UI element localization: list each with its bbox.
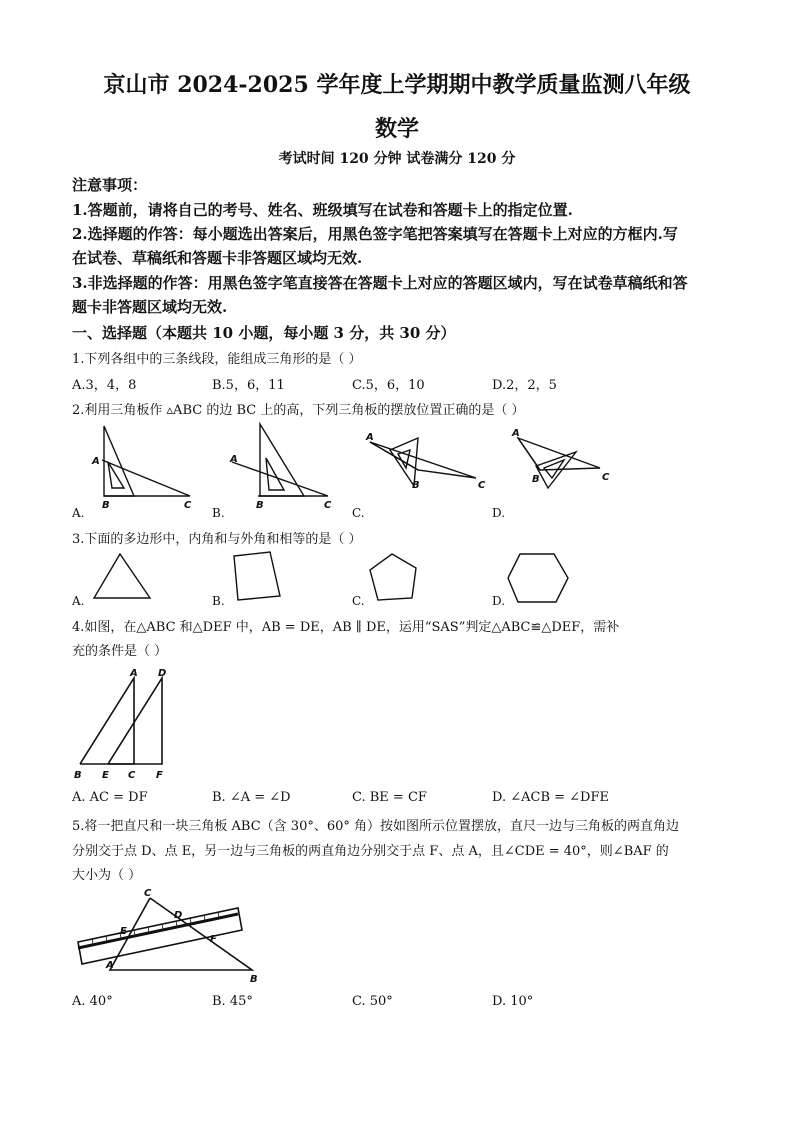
q2-figure-c bbox=[370, 438, 476, 486]
q4-figure bbox=[72, 664, 192, 784]
section-heading: 一、选择题（本题共 10 小题，每小题 3 分，共 30 分） bbox=[72, 324, 456, 342]
q5-point-d: D bbox=[174, 910, 183, 921]
notice-line-2: 2.选择题的作答：每小题选出答案后，用黑色签字笔把答案填写在答题卡上对应的方框内.写 bbox=[72, 225, 678, 243]
q2b-point-c: C bbox=[324, 500, 332, 511]
exam-meta: 考试时间 120 分钟 试卷满分 120 分 bbox=[278, 151, 516, 167]
q1-option-c: C.5，6，10 bbox=[352, 378, 425, 393]
q5-point-f: F bbox=[210, 934, 217, 945]
q1-option-b: B.5，6，11 bbox=[212, 378, 285, 393]
q5-point-a: A bbox=[106, 960, 114, 971]
q5-figure bbox=[72, 886, 272, 986]
q2c-point-b: B bbox=[412, 480, 420, 491]
q3-label-c: C. bbox=[352, 594, 365, 608]
q5-ruler bbox=[78, 908, 242, 964]
q3-label-a: A. bbox=[72, 594, 85, 608]
q2a-point-b: B bbox=[102, 500, 110, 511]
q2-figure-b bbox=[232, 424, 328, 496]
q5-option-b: B. 45° bbox=[212, 994, 253, 1009]
q2-figure-d bbox=[518, 438, 600, 488]
q3-triangle bbox=[94, 554, 150, 598]
q5-option-d: D. 10° bbox=[492, 994, 534, 1009]
q1-option-a: A.3，4，8 bbox=[72, 378, 137, 393]
subject-title: 数学 bbox=[374, 116, 419, 142]
q2c-point-c: C bbox=[478, 480, 486, 491]
q5-stem-line-2: 分别交于点 D、点 E，另一边与三角板的两直角边分别交于点 F、点 A，且∠CDE = 40°，则∠BAF 的 bbox=[72, 844, 669, 859]
q2-stem: 2.利用三角板作 ▵ABC 的边 BC 上的高，下列三角板的摆放位置正确的是（ ） bbox=[72, 403, 525, 418]
q5-point-b: B bbox=[250, 974, 258, 985]
q2a-point-c: C bbox=[184, 500, 192, 511]
q4-stem-line-2: 充的条件是（ ） bbox=[72, 644, 168, 659]
q2-label-a: A. bbox=[72, 506, 85, 520]
q2-label-d: D. bbox=[492, 506, 506, 520]
notice-line-5: 题卡非答题区域均无效. bbox=[72, 298, 228, 316]
q4-point-d: D bbox=[158, 668, 167, 679]
notice-line-4: 3.非选择题的作答：用黑色签字笔直接答在答题卡上对应的答题区域内，写在试卷草稿纸和答 bbox=[72, 274, 688, 292]
q5-stem-line-3: 大小为（ ） bbox=[72, 868, 142, 883]
notice-line-3: 在试卷、草稿纸和答题卡非答题区域均无效. bbox=[72, 249, 363, 267]
q5-point-c: C bbox=[144, 888, 152, 899]
q5-point-e: E bbox=[120, 926, 127, 937]
q4-point-a: A bbox=[130, 668, 138, 679]
notice-heading: 注意事项： bbox=[72, 176, 148, 194]
q2b-point-a: A bbox=[230, 454, 238, 465]
q5-option-a: A. 40° bbox=[72, 994, 113, 1009]
q3-label-b: B. bbox=[212, 594, 225, 608]
q4-option-a: A. AC = DF bbox=[72, 790, 148, 805]
q2b-point-b: B bbox=[256, 500, 264, 511]
q3-pentagon bbox=[370, 554, 416, 600]
q1-option-d: D.2，2，5 bbox=[492, 378, 557, 393]
q3-figures bbox=[72, 550, 592, 606]
q3-quadrilateral bbox=[234, 552, 280, 600]
q4-point-c: C bbox=[128, 770, 136, 781]
q4-point-f: F bbox=[156, 770, 163, 781]
q4-option-d: D. ∠ACB = ∠DFE bbox=[492, 790, 609, 805]
q2-figure-a bbox=[102, 426, 190, 496]
q4-stem-line-1: 4.如图，在△ABC 和△DEF 中，AB = DE，AB ∥ DE，运用“SAS”判定△ABC≌△DEF，需补 bbox=[72, 620, 620, 635]
q2d-point-a: A bbox=[512, 428, 520, 439]
q2d-point-b: B bbox=[532, 474, 540, 485]
q3-hexagon bbox=[508, 554, 568, 602]
q4-point-b: B bbox=[74, 770, 82, 781]
q5-option-c: C. 50° bbox=[352, 994, 393, 1009]
notice-line-1: 1.答题前，请将自己的考号、姓名、班级填写在试卷和答题卡上的指定位置. bbox=[72, 201, 573, 219]
q4-option-b: B. ∠A = ∠D bbox=[212, 790, 291, 805]
q3-stem: 3.下面的多边形中，内角和与外角和相等的是（ ） bbox=[72, 532, 362, 547]
q1-stem: 1.下列各组中的三条线段，能组成三角形的是（ ） bbox=[72, 352, 362, 367]
q2c-point-a: A bbox=[366, 432, 374, 443]
q2d-point-c: C bbox=[602, 472, 610, 483]
q4-point-e: E bbox=[102, 770, 109, 781]
q2-label-b: B. bbox=[212, 506, 225, 520]
exam-title: 京山市 2024-2025 学年度上学期期中教学质量监测八年级 bbox=[103, 72, 691, 98]
q3-label-d: D. bbox=[492, 594, 506, 608]
q5-stem-line-1: 5.将一把直尺和一块三角板 ABC（含 30°、60° 角）按如图所示位置摆放，直尺一边与三角板的两直角边 bbox=[72, 819, 680, 834]
q4-option-c: C. BE = CF bbox=[352, 790, 427, 805]
q2a-point-a: A bbox=[92, 456, 100, 467]
q2-label-c: C. bbox=[352, 506, 365, 520]
